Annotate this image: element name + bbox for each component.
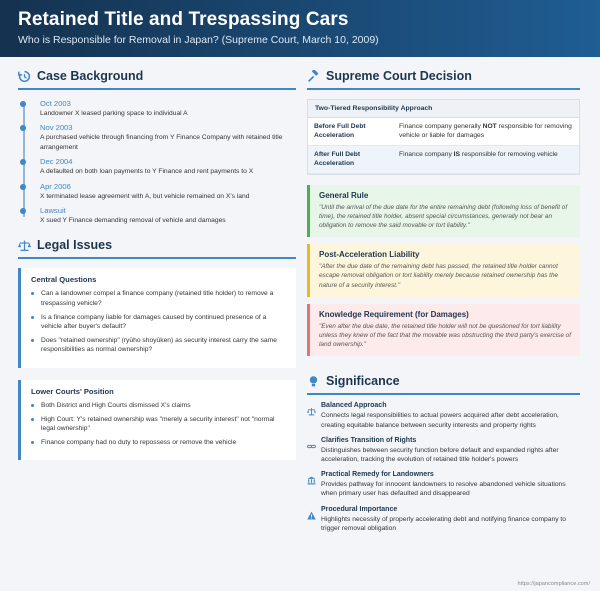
timeline-item: Oct 2003 Landowner X leased parking space to individual A — [40, 99, 296, 118]
timeline-item: Apr 2006 X terminated lease agreement with A, but vehicle remained on X's land — [40, 182, 296, 201]
general-rule-box: General Rule "Until the arrival of the due date for the entire remaining debt (following loss of benefit of time), the retained title holder, absent special circumstances, generally not bear an obligation to remove the said movable or tort liability." — [307, 185, 580, 238]
list-item: Can a landowner compel a finance company (retained title holder) to remove a trespassing vehicle? — [31, 289, 286, 308]
significance-heading: Significance — [307, 374, 580, 395]
decision-heading: Supreme Court Decision — [307, 69, 580, 90]
list-item: Does "retained ownership" (ryūho shoyūken) as security interest carry the same responsibilities as normal ownership? — [31, 336, 286, 355]
significance-item: Balanced Approach Connects legal responsibilities to actual powers acquired after debt acceleration, creating equitable balance between security interests and property rights — [307, 402, 580, 429]
left-column — [18, 69, 296, 460]
page-subtitle: Who is Responsible for Removal in Japan? (Supreme Court, March 10, 2009) — [18, 34, 379, 46]
link-icon — [307, 442, 316, 451]
scales-icon — [18, 239, 31, 252]
post-acceleration-box: Post-Acceleration Liability "After the due date of the remaining debt has passed, the retained title holder cannot escape removal obligation or tort liability merely because retained ownership has the nature of a security interest." — [307, 244, 580, 297]
landmark-icon — [307, 476, 316, 485]
gavel-icon — [307, 70, 320, 83]
lightbulb-icon — [307, 375, 320, 388]
timeline-item: Dec 2004 A defaulted on both loan payments to Y Finance and rent payments to X — [40, 157, 296, 176]
list-item: Is a finance company liable for damages caused by continued presence of a vehicle after buyer's default? — [31, 313, 286, 332]
list-item: High Court: Y's retained ownership was "merely a security interest" not "normal legal ownership" — [31, 415, 286, 434]
table-row: After Full Debt Acceleration Finance company IS responsible for removing vehicle — [308, 145, 579, 173]
case-background-heading: Case Background — [18, 69, 296, 90]
responsibility-table: Two-Tiered Responsibility Approach Before Full Debt Acceleration Finance company generally NOT responsible for removing vehicle or liable for damages After Full Debt Acceleration Finance company IS responsible for removing vehicle — [307, 99, 580, 175]
list-item: Finance company had no duty to repossess or remove the vehicle — [31, 438, 286, 448]
balance-icon — [307, 407, 316, 416]
table-row: Before Full Debt Acceleration Finance company generally NOT responsible for removing vehicle or liable for damages — [308, 118, 579, 145]
timeline-item: Lawsuit X sued Y Finance demanding removal of vehicle and damages — [40, 206, 296, 225]
significance-item: Clarifies Transition of Rights Distinguishes between security function before default and expanded rights after acceleration, tracking the evolution of retained title holder's powers — [307, 437, 580, 464]
timeline — [18, 99, 296, 225]
list-item: Both District and High Courts dismissed X's claims — [31, 401, 286, 411]
knowledge-requirement-box: Knowledge Requirement (for Damages) "Even after the due date, the retained title holder will not be questioned for tort liability unless they knew of the fact that the movable was obstructing the third party's exercise of land ownership." — [307, 304, 580, 357]
warning-icon — [307, 511, 316, 520]
timeline-item: Nov 2003 A purchased vehicle through financing from Y Finance Company with retained title arrangement — [40, 123, 296, 152]
history-icon — [18, 70, 31, 83]
central-questions-card: Central Questions Can a landowner compel a finance company (retained title holder) to remove a trespassing vehicle? Is a finance company liable for damages caused by continued presence of a vehicle after buyer's default? Does "retained ownership" (ryūho shoyūken) as security interest carry the same responsibilities as normal ownership? — [18, 268, 296, 368]
legal-issues-heading: Legal Issues — [18, 238, 296, 259]
footer-url: https://japancompliance.com/ — [517, 581, 590, 587]
header — [0, 0, 600, 57]
significance-item: Practical Remedy for Landowners Provides pathway for innocent landowners to resolve abandoned vehicle situations when primary user has defaulted and disappeared — [307, 471, 580, 498]
lower-courts-card: Lower Courts' Position Both District and High Courts dismissed X's claims High Court: Y's retained ownership was "merely a security interest" not "normal legal ownership" Finance company had no duty to repossess or remove the vehicle — [18, 380, 296, 460]
right-column — [307, 69, 580, 533]
page-title: Retained Title and Trespassing Cars — [18, 9, 349, 30]
significance-item: Procedural Importance Highlights necessity of properly accelerating debt and notifying finance company to trigger removal obligation — [307, 506, 580, 533]
